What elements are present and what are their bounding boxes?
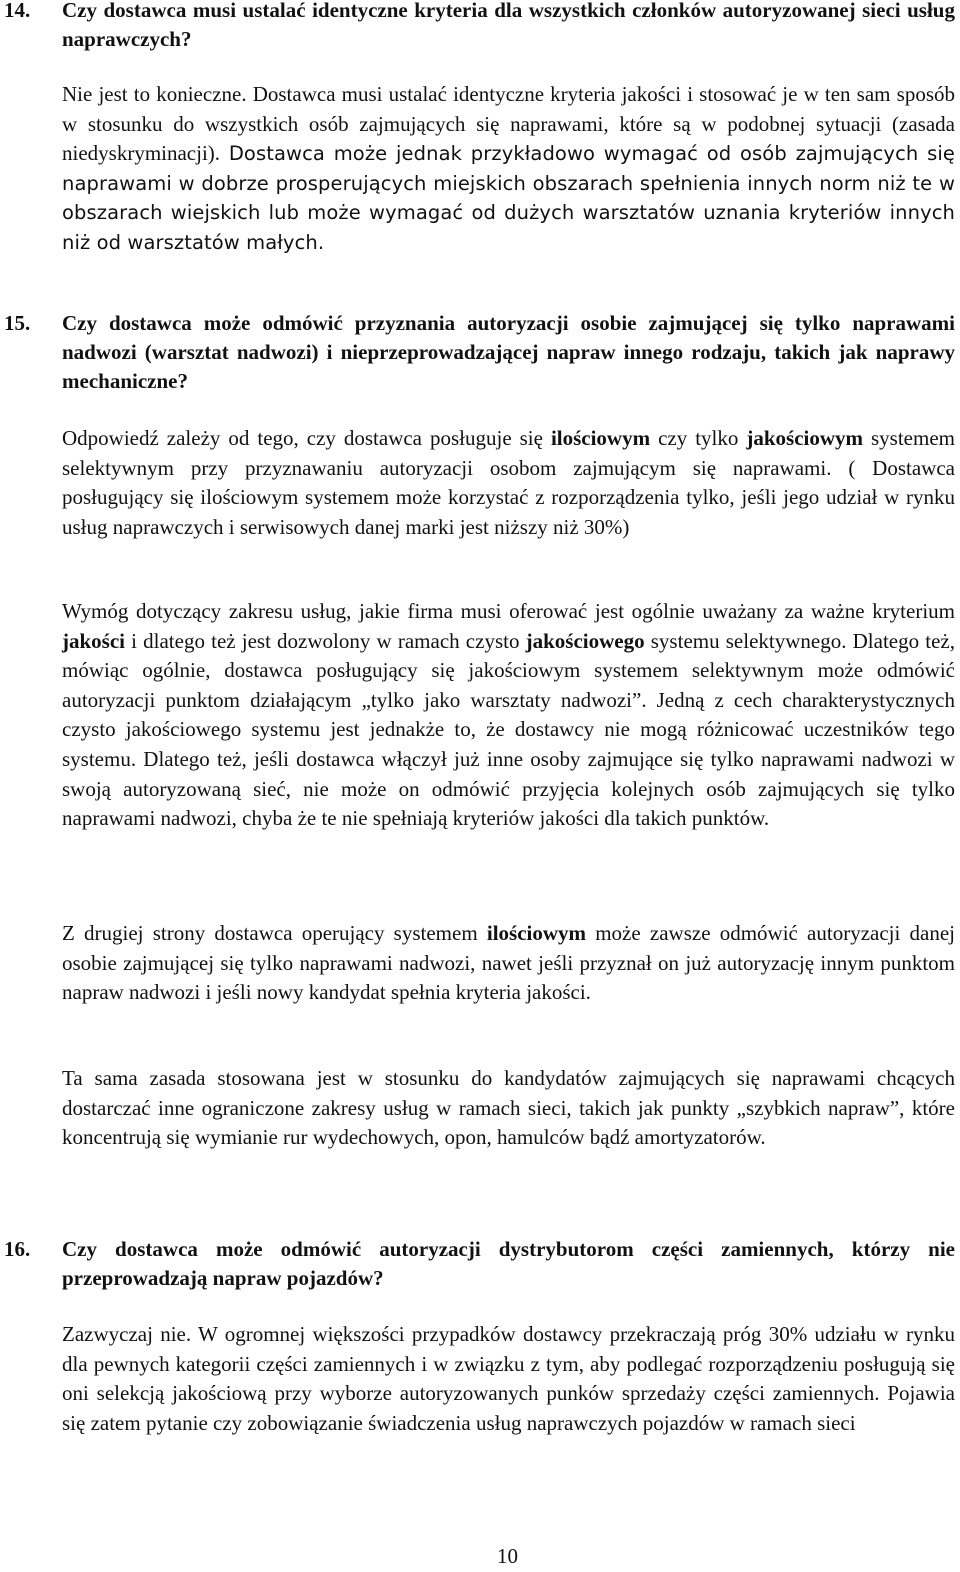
text-span: Z drugiej strony dostawca operujący systemem [62, 921, 487, 945]
question-heading-14: Czy dostawca musi ustalać identyczne kryteria dla wszystkich członków autoryzowanej sieci usług naprawczych? [62, 0, 955, 51]
answer-15-paragraph-3 [62, 919, 955, 1008]
answer-15-paragraph-4: Ta sama zasada stosowana jest w stosunku do kandydatów zajmujących się naprawami chcących dostarczać inne ograniczone zakresy usług w ramach sieci, takich jak punkty „szybkich napraw”, które koncentrują się wymianie rur wydechowych, opon, hamulców bądź amortyzatorów. [62, 1066, 955, 1150]
question-number-14: 14. [4, 0, 31, 22]
question-heading-15: Czy dostawca może odmówić przyznania autoryzacji osobie zajmującej się tylko naprawami nadwozi (warsztat nadwozi) i nieprzeprowadzającej napraw innego rodzaju, takich jak naprawy mechaniczne? [62, 311, 955, 393]
text-span: czy tylko [650, 426, 747, 450]
emphasis-quantitative: ilościowym [486, 921, 587, 945]
answer-14-part-b: Dostawca może jednak przykładowo wymagać od osób zajmujących się naprawami w dobrze prosperujących miejskich obszarach spełnienia innych norm niż te w obszarach wiejskich lub może wymagać od dużych warsztatów uznania kryteriów innych niż od warsztatów małych. [62, 142, 955, 254]
page-number: 10 [497, 1544, 518, 1568]
text-span: i dlatego też jest dozwolony w ramach czysto [125, 628, 526, 653]
text-span: Odpowiedź zależy od tego, czy dostawca posługuje się [62, 426, 551, 450]
text-span: systemu selektywnego. Dlatego też, mówiąc ogólnie, dostawca posługujący się jakościowym systemem selektywnym może odmówić autoryzacji punktom działającym „tylko jako warsztaty nadwozi”. Jedną z cech charakterystycznych czysto jakościowego systemu jest jednakże to, że dostawcy nie mogą różnicować uczestników tego systemu. Dlatego też, jeśli dostawca włączył już inne osoby zajmujące się tylko naprawami nadwozi w swoją autoryzowaną sieć, nie może on odmówić przyjęcia kolejnych osób zajmujących się tylko naprawami nadwozi, chyba że te nie spełniają kryteriów jakości dla takich punktów. [62, 628, 955, 831]
question-number-16: 16. [4, 1237, 31, 1261]
answer-paragraph-14 [62, 80, 955, 258]
emphasis-quantitative: ilościowym [550, 426, 651, 450]
emphasis-quality: jakości [62, 628, 125, 653]
text-span: Wymóg dotyczący zakresu usług, jakie firma musi oferować jest ogólnie uważany za ważne kryterium [62, 599, 955, 623]
question-heading-16: Czy dostawca może odmówić autoryzacji dystrybutorom części zamiennych, którzy nie przeprowadzają napraw pojazdów? [62, 1237, 955, 1290]
emphasis-qualitative: jakościowym [746, 426, 864, 450]
question-number-15: 15. [4, 311, 31, 335]
answer-15-paragraph-2 [62, 597, 955, 834]
text-span: systemem selektywnym przy przyznawaniu autoryzacji osobom zajmującym się naprawami. ( Dostawca posługujący się ilościowym systemem może korzystać z rozporządzenia tylko, jeśli jego udział w rynku usług naprawczych i serwisowych danej marki jest niższy niż 30%) [62, 426, 955, 539]
answer-paragraph-16: Zazwyczaj nie. W ogromnej większości przypadków dostawcy przekraczają próg 30% udziału w rynku dla pewnych kategorii części zamiennych i w związku z tym, aby podlegać rozporządzeniu posługują się oni selekcją jakościową przy wyborze autoryzowanych punków sprzedaży części zamiennych. Pojawia się zatem pytanie czy zobowiązanie świadczenia usług naprawczych pojazdów w ramach sieci [62, 1322, 955, 1435]
text-span: może zawsze odmówić autoryzacji danej osobie zajmującej się tylko naprawami nadwozi, nawet jeśli przyznał on już autoryzację innym punktom napraw nadwozi i jeśli nowy kandydat spełnia kryteria jakości. [62, 921, 955, 1005]
answer-14-part-a: Nie jest to konieczne. Dostawca musi ustalać identyczne kryteria jakości i stosować je w ten sam sposób w stosunku do wszystkich osób zajmujących się naprawami, które są w podobnej sytuacji (zasada niedyskryminacji). [62, 82, 955, 166]
answer-15-paragraph-1 [62, 424, 955, 542]
emphasis-qualitative: jakościowego [525, 628, 645, 653]
